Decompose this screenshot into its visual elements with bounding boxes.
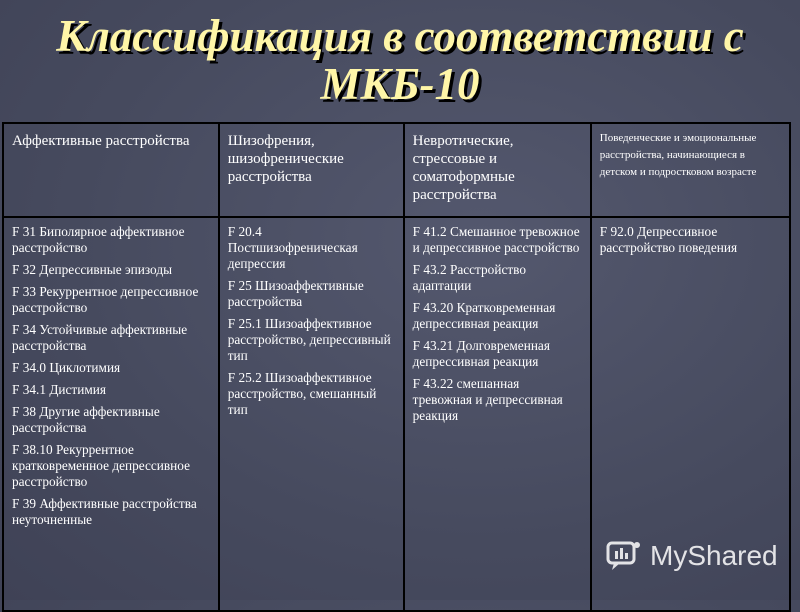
table-header-row xyxy=(3,123,790,217)
slide-title xyxy=(0,12,800,108)
list-item: F 20.4 Постшизофреническая депрессия xyxy=(227,224,358,271)
list-item: F 43.21 Долговременная депрессивная реакция xyxy=(412,338,550,369)
slide-title-line2: МКБ-10 xyxy=(320,59,480,109)
list-item: F 39 Аффективные расстройства неуточненные xyxy=(12,496,197,527)
list-item: F 92.0 Депрессивное расстройство поведения xyxy=(599,224,738,255)
list-item: F 34.0 Циклотимия xyxy=(12,360,121,375)
list-item: F 31 Биполярное аффективное расстройство xyxy=(12,224,185,255)
list-item: F 43.2 Расстройство адаптации xyxy=(412,262,526,293)
header-schizophrenia: Шизофрения, шизофренические расстройства xyxy=(219,123,404,217)
watermark-text: MyShared xyxy=(650,540,778,571)
list-item: F 33 Рекуррентное депрессивное расстройство xyxy=(12,284,199,315)
list-item: F 38 Другие аффективные расстройства xyxy=(12,404,160,435)
header-behavioral: Поведенческие и эмоциональные расстройства, начинающиеся в детском и подростковом возрасте xyxy=(591,123,790,217)
list-item: F 38.10 Рекуррентное кратковременное депрессивное расстройство xyxy=(12,442,191,489)
list-item: F 25 Шизоаффективные расстройства xyxy=(227,278,364,309)
column-schizophrenia xyxy=(219,217,404,611)
column-neurotic xyxy=(404,217,591,611)
list-item: F 34 Устойчивые аффективные расстройства xyxy=(12,322,188,353)
list-item: F 41.2 Смешанное тревожное и депрессивное расстройство xyxy=(412,224,580,255)
list-item: F 43.20 Кратковременная депрессивная реакция xyxy=(412,300,556,331)
list-item: F 32 Депрессивные эпизоды xyxy=(12,262,173,277)
myshared-logo-icon xyxy=(606,539,644,573)
list-item: F 25.2 Шизоаффективное расстройство, смешанный тип xyxy=(227,370,377,417)
myshared-watermark xyxy=(606,536,786,576)
header-neurotic: Невротические, стрессовые и соматоформные расстройства xyxy=(404,123,591,217)
list-item: F 43.22 смешанная тревожная и депрессивная реакция xyxy=(412,376,563,423)
column-affective xyxy=(3,217,219,611)
slide-title-line1: Классификация в соответствии с xyxy=(56,11,744,61)
list-item: F 34.1 Дистимия xyxy=(12,382,106,397)
list-item: F 25.1 Шизоаффективное расстройство, депрессивный тип xyxy=(227,316,391,363)
header-affective: Аффективные расстройства xyxy=(3,123,219,217)
